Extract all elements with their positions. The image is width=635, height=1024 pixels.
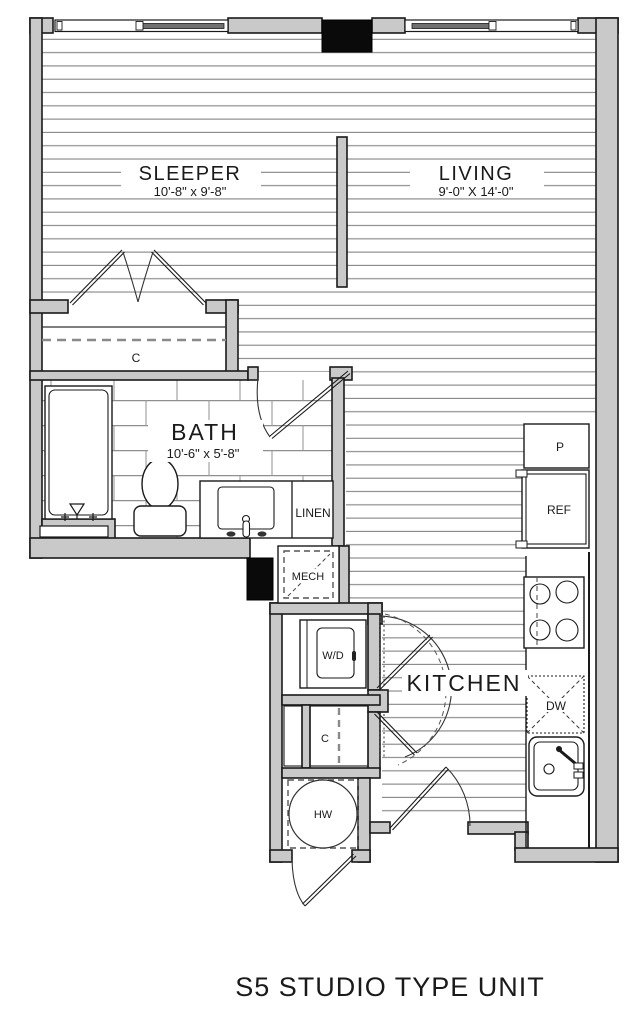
top-column [322, 20, 372, 52]
kitchen-bottom-wall-b [515, 848, 618, 862]
wd-top-wall [270, 603, 382, 614]
vanity [200, 481, 333, 538]
c-right-wall [368, 712, 380, 770]
utility-closets [284, 620, 368, 848]
dishwasher-label: DW [546, 699, 566, 713]
tub-niche [40, 526, 108, 537]
entry-left-block [270, 850, 292, 862]
water-heater-label: HW [313, 809, 333, 821]
bath-bottom-wall [30, 538, 250, 558]
mech-right-wall [339, 546, 349, 604]
bath-right-wall [332, 378, 344, 546]
c-bottom-wall [282, 768, 380, 778]
washer-dryer [300, 620, 366, 688]
right-exterior-wall [596, 18, 618, 862]
pantry-label: P [555, 440, 565, 454]
left-exterior-wall [30, 18, 42, 558]
bath-top-wall [30, 371, 248, 380]
top-wall-mid-pier [228, 18, 322, 33]
linen-label: LINEN [295, 506, 331, 520]
sleeper-dims: 10'-8" x 9'-8" [153, 184, 227, 199]
mech-closet [278, 546, 339, 603]
utility-left-exterior-wall [270, 603, 282, 862]
kitchen-closet [284, 706, 368, 766]
unit-entry-door [292, 854, 356, 906]
bath-dims: 10'-6" x 5'-8" [166, 446, 240, 461]
mech-label: MECH [291, 571, 325, 583]
kitchen-sink [529, 737, 584, 796]
living-label: LIVING [438, 163, 514, 185]
sleeper-living-divider-wall [337, 137, 347, 287]
closet-top-wall-left [30, 300, 68, 313]
stove [524, 577, 584, 648]
kitchen-door-left-jamb [370, 822, 390, 833]
washer-dryer-label: W/D [322, 650, 344, 662]
dishwasher [527, 676, 584, 733]
sleeper-closet-label: C [131, 351, 141, 365]
mid-column [247, 558, 273, 600]
wd-bottom-wall [282, 695, 380, 705]
water-heater [288, 780, 358, 848]
pantry [524, 424, 589, 468]
entry-right-block [352, 850, 370, 862]
kitchen-closet-label: C [321, 733, 329, 745]
kitchen-appliances [516, 424, 589, 796]
bath-label: BATH [171, 419, 239, 445]
top-wall-mid-pier2 [372, 18, 405, 33]
kitchen-label: KITCHEN [406, 670, 522, 696]
bath-door-left-jamb [248, 367, 258, 380]
plan-title: S5 STUDIO TYPE UNIT [235, 972, 545, 1002]
refrigerator-label: REF [547, 503, 571, 517]
living-dims: 9'-0" X 14'-0" [438, 184, 514, 199]
shaft-divider-wall [302, 705, 310, 768]
sleeper-label: SLEEPER [138, 163, 242, 185]
refrigerator [516, 470, 589, 548]
bathtub [45, 386, 112, 521]
window-left [55, 20, 228, 32]
wd-right-wall [368, 614, 380, 690]
closet-right-wall [226, 300, 238, 378]
window-right [405, 20, 578, 32]
